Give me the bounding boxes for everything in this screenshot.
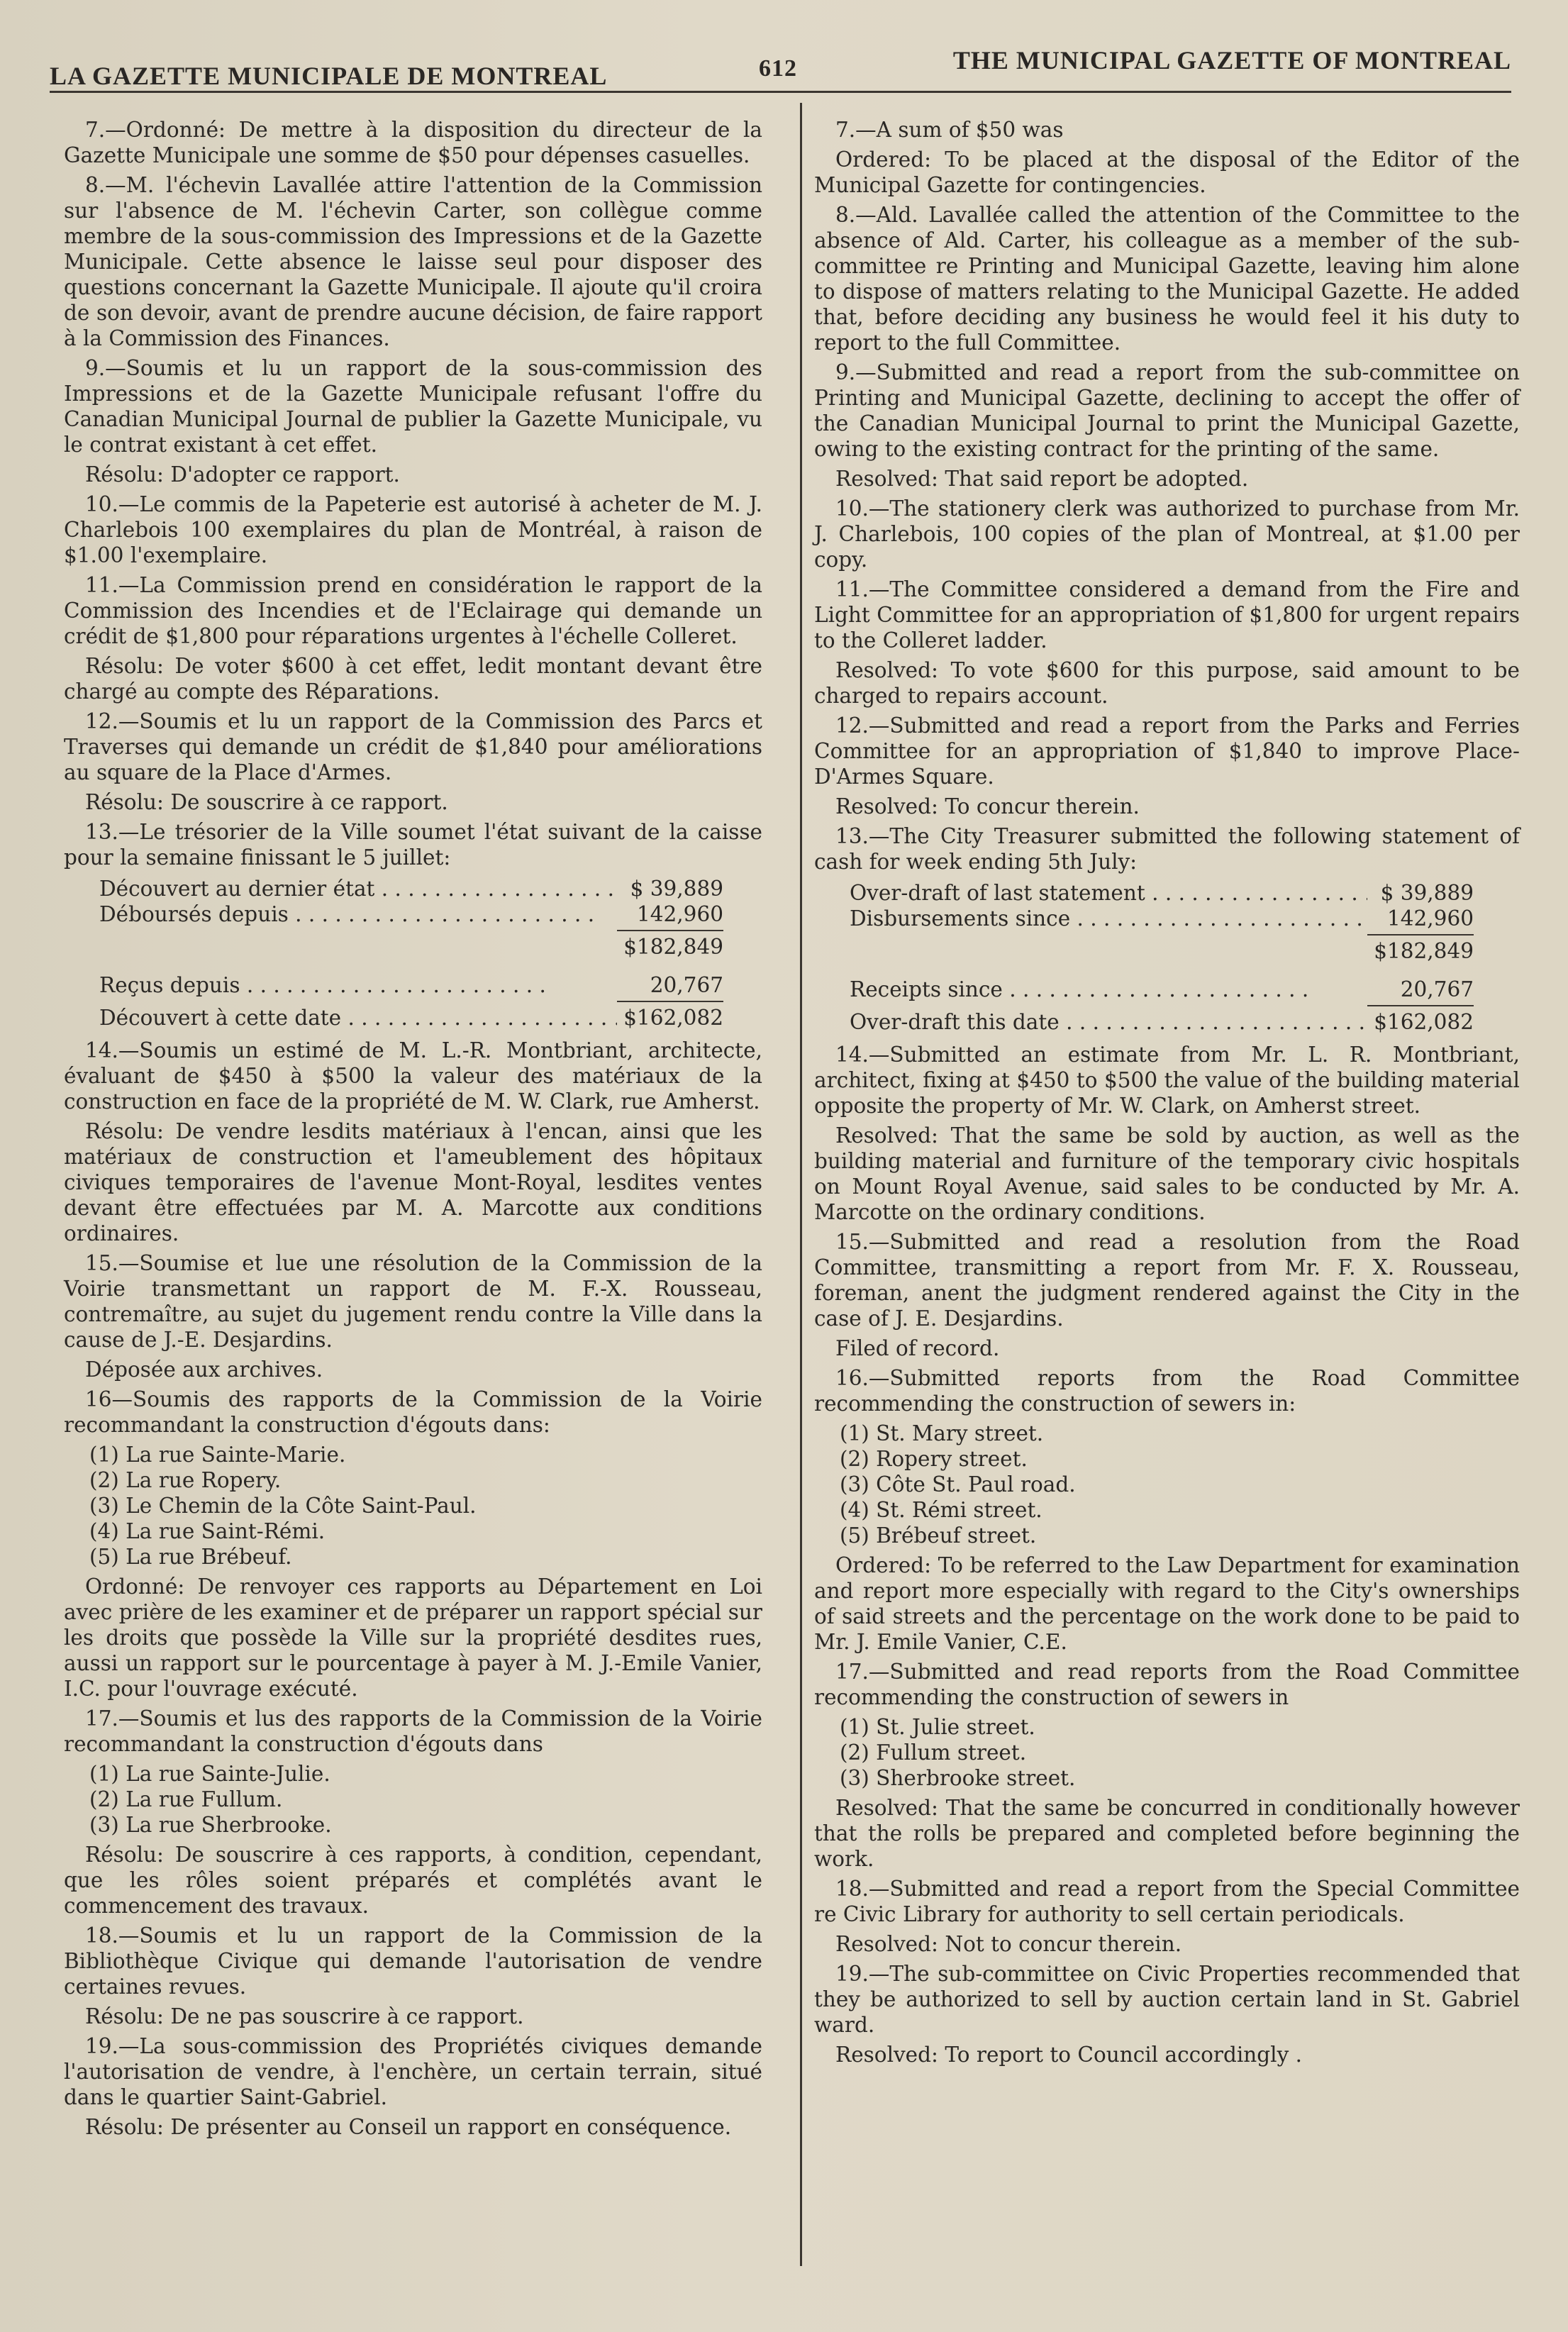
en-item-14-resolution: Resolved: That the same be sold by auction, as well as the building material and furniture of the temporary civic hospitals on Mount Royal Avenue, said sales to be conducted by Mr. A. Marcotte on the ordinary conditions. <box>814 1123 1520 1224</box>
list-item: (5) La rue Brébeuf. <box>89 1545 292 1569</box>
fr-item-16: 16—Soumis des rapports de la Commission de la Voirie recommandant la construction d'égouts dans: <box>64 1387 762 1437</box>
fr-stmt-row-final <box>99 1005 723 1031</box>
en-item-16-resolution: Ordered: To be referred to the Law Department for examination and report more especially with regard to the City's ownerships of said streets and the percentage on the work done to be paid to Mr. J. Emile Vanier, C.E. <box>814 1553 1520 1654</box>
en-item-12-resolution: Resolved: To concur therein. <box>835 794 1140 818</box>
fr-item-13: 13.—Le trésorier de la Ville soumet l'état suivant de la caisse pour la semaine finissant le 5 juillet: <box>64 820 762 870</box>
list-item: (3) Le Chemin de la Côte Saint-Paul. <box>89 1494 477 1518</box>
en-item-9-resolution: Resolved: That said report be adopted. <box>835 467 1249 491</box>
en-item-19-resolution: Resolved: To report to Council accordingly . <box>835 2043 1303 2067</box>
list-item: (3) Côte St. Paul road. <box>840 1472 1076 1497</box>
en-item-19: 19.—The sub-committee on Civic Properties recommended that they be authorized to sell by auction certain land in St. Gabriel ward. <box>814 1962 1520 2037</box>
fr-item-17-list <box>89 1761 762 1838</box>
list-item: (3) Sherbrooke street. <box>840 1766 1076 1790</box>
en-item-8: 8.—Ald. Lavallée called the attention of the Committee to the absence of Ald. Carter, his colleague as a member of the sub-committee re Printing and Municipal Gazette, leaving him alone to dispose of matters relating to the Municipal Gazette. He added that, before deciding any business he would feel it his duty to report to the full Committee. <box>814 203 1520 355</box>
en-stmt-label: Over-draft of last statement . . . <box>850 880 1367 906</box>
fr-stmt-label: Déboursés depuis . . . <box>99 901 617 927</box>
fr-stmt-label: Reçus depuis . . . <box>99 972 617 998</box>
list-item: (4) St. Rémi street. <box>840 1498 1042 1522</box>
fr-item-14-resolution: Résolu: De vendre lesdits matériaux à l'encan, ainsi que les matériaux de construction et l'ameublement des hôpitaux civiques temporaires de l'avenue Mont-Royal, lesdites ventes devant être effectuées par M. A. Marcotte aux conditions ordinaires. <box>64 1119 762 1245</box>
list-item: (2) Ropery street. <box>840 1447 1028 1471</box>
en-item-16: 16.—Submitted reports from the Road Committee recommending the construction of sewers in: <box>814 1366 1520 1416</box>
en-stmt-label: Receipts since . . . <box>850 977 1367 1002</box>
en-item-16-list <box>840 1421 1520 1548</box>
list-item: (2) La rue Ropery. <box>89 1468 282 1492</box>
en-cash-statement <box>850 880 1474 1035</box>
en-item-10: 10.—The stationery clerk was authorized to purchase from Mr. J. Charlebois, 100 copies of the plan of Montreal, at $1.00 per copy. <box>814 496 1520 572</box>
page-number: 612 <box>759 55 797 82</box>
list-item: (3) La rue Sherbrooke. <box>89 1813 332 1837</box>
en-stmt-row-disbursements <box>850 906 1474 931</box>
en-stmt-rule <box>1367 1005 1474 1006</box>
en-item-11-resolution: Resolved: To vote $600 for this purpose, said amount to be charged to repairs account. <box>814 658 1520 708</box>
fr-stmt-row-disbursements <box>99 901 723 927</box>
en-item-18-resolution: Resolved: Not to concur therein. <box>835 1932 1182 1956</box>
fr-item-10: 10.—Le commis de la Papeterie est autorisé à acheter de M. J. Charlebois 100 exemplaires du plan de Montréal, à raison de $1.00 l'exemplaire. <box>64 492 762 567</box>
en-stmt-rule <box>1367 934 1474 935</box>
en-item-12: 12.—Submitted and read a report from the Parks and Ferries Committee for an appropriation of $1,840 to improve Place-D'Armes Square. <box>814 714 1520 789</box>
en-stmt-value: 142,960 <box>1387 906 1474 931</box>
list-item: (1) La rue Sainte-Julie. <box>89 1762 330 1786</box>
fr-item-15-resolution: Déposée aux archives. <box>85 1357 323 1382</box>
list-item: (1) La rue Sainte-Marie. <box>89 1443 346 1467</box>
fr-item-18-resolution: Résolu: De ne pas souscrire à ce rapport. <box>85 2004 524 2028</box>
page-header <box>50 41 1511 91</box>
en-item-7: 7.—A sum of $50 was <box>835 118 1064 142</box>
fr-item-11: 11.—La Commission prend en considération le rapport de la Commission des Incendies et de l'Eclairage qui demande un crédit de $1,800 pour réparations urgentes à l'échelle Colleret. <box>64 573 762 648</box>
fr-item-9: 9.—Soumis et lu un rapport de la sous-commission des Impressions et de la Gazette Municipale refusant l'offre du Canadian Municipal Journal de publier la Gazette Municipale, vu le contrat existant à cet effet. <box>64 356 762 457</box>
list-item: (2) Fullum street. <box>840 1740 1027 1765</box>
fr-item-7: 7.—Ordonné: De mettre à la disposition du directeur de la Gazette Municipale une somme de $50 pour dépenses casuelles. <box>64 118 762 167</box>
en-stmt-label: Over-draft this date . . . <box>850 1009 1367 1035</box>
fr-stmt-row-subtotal <box>99 934 723 960</box>
fr-stmt-subtotal: $182,849 <box>623 935 723 959</box>
fr-item-17-resolution: Résolu: De souscrire à ces rapports, à condition, cependant, que les rôles soient préparés et complétés avant le commencement des travaux. <box>64 1843 762 1918</box>
fr-stmt-value: $162,082 <box>623 1006 723 1030</box>
fr-stmt-value: 20,767 <box>650 973 723 997</box>
en-item-17: 17.—Submitted and read reports from the Road Committee recommending the construction of sewers in <box>814 1660 1520 1709</box>
fr-item-16-list <box>89 1442 762 1570</box>
fr-item-19-resolution: Résolu: De présenter au Conseil un rapport en conséquence. <box>85 2115 732 2139</box>
fr-item-17: 17.—Soumis et lus des rapports de la Commission de la Voirie recommandant la construction d'égouts dans <box>64 1706 762 1756</box>
fr-stmt-label: Découvert au dernier état . . . <box>99 876 617 901</box>
en-item-7-resolution: Ordered: To be placed at the disposal of the Editor of the Municipal Gazette for contingencies. <box>814 148 1520 197</box>
list-item: (4) La rue Saint-Rémi. <box>89 1519 326 1543</box>
en-stmt-row-final <box>850 1009 1474 1035</box>
en-item-15-resolution: Filed of record. <box>835 1336 1000 1360</box>
fr-cash-statement <box>99 876 723 1031</box>
en-item-18: 18.—Submitted and read a report from the Special Committee re Civic Library for authority to sell certain periodicals. <box>814 1877 1520 1926</box>
fr-stmt-value: 142,960 <box>637 902 723 926</box>
list-item: (1) St. Mary street. <box>840 1421 1044 1445</box>
column-divider <box>800 103 802 2266</box>
en-stmt-subtotal: $182,849 <box>1374 939 1474 963</box>
en-stmt-row-receipts <box>850 977 1474 1002</box>
fr-stmt-value: $ 39,889 <box>630 877 723 901</box>
header-rule <box>50 91 1511 93</box>
french-masthead: LA GAZETTE MUNICIPALE DE MONTREAL <box>50 62 608 90</box>
en-stmt-row-subtotal <box>850 938 1474 964</box>
fr-item-9-resolution: Résolu: D'adopter ce rapport. <box>85 462 400 487</box>
fr-stmt-rule <box>617 1001 723 1002</box>
list-item: (2) La rue Fullum. <box>89 1787 283 1811</box>
en-item-9: 9.—Submitted and read a report from the sub-committee on Printing and Municipal Gazette, declining to accept the offer of the Canadian Municipal Journal to print the Municipal Gazette, owing to the existing contract for the printing of the same. <box>814 360 1520 461</box>
en-item-17-resolution: Resolved: That the same be concurred in conditionally however that the rolls be prepared and completed before beginning the work. <box>814 1796 1520 1871</box>
fr-item-18: 18.—Soumis et lu un rapport de la Commission de la Bibliothèque Civique qui demande l'autorisation de vendre certaines revues. <box>64 1923 762 1999</box>
fr-item-16-resolution: Ordonné: De renvoyer ces rapports au Département en Loi avec prière de les examiner et de préparer un rapport spécial sur les droits que possède la Ville sur la propriété desdites rues, aussi un rapport sur le pourcentage à payer à M. J.-Emile Vanier, I.C. pour l'ouvrage exécuté. <box>64 1575 762 1701</box>
en-item-15: 15.—Submitted and read a resolution from the Road Committee, transmitting a report from Mr. F. X. Rousseau, foreman, anent the judgment rendered against the City in the case of J. E. Desjardins. <box>814 1230 1520 1331</box>
french-column <box>64 117 762 2144</box>
fr-stmt-row-receipts <box>99 972 723 998</box>
fr-item-12-resolution: Résolu: De souscrire à ce rapport. <box>85 790 448 814</box>
en-item-13: 13.—The City Treasurer submitted the following statement of cash for week ending 5th July: <box>814 824 1520 874</box>
en-stmt-value: $ 39,889 <box>1380 881 1474 905</box>
en-stmt-row-overdraft <box>850 880 1474 906</box>
fr-item-11-resolution: Résolu: De voter $600 à cet effet, ledit montant devant être chargé au compte des Réparations. <box>64 654 762 704</box>
fr-item-15: 15.—Soumise et lue une résolution de la Commission de la Voirie transmettant un rapport de M. F.-X. Rousseau, contremaître, au sujet du jugement rendu contre la Ville dans la cause de J.-E. Desjardins. <box>64 1251 762 1352</box>
fr-stmt-label: Découvert à cette date . . . <box>99 1005 617 1031</box>
fr-item-14: 14.—Soumis un estimé de M. L.-R. Montbriant, architecte, évaluant de $450 à $500 la valeur des matériaux de la construction en face de la propriété de M. W. Clark, rue Amherst. <box>64 1038 762 1114</box>
fr-item-12: 12.—Soumis et lu un rapport de la Commission des Parcs et Traverses qui demande un crédit de $1,840 pour améliorations au square de la Place d'Armes. <box>64 709 762 784</box>
en-stmt-value: $162,082 <box>1374 1010 1474 1034</box>
english-masthead: THE MUNICIPAL GAZETTE OF MONTREAL <box>952 46 1511 74</box>
list-item: (1) St. Julie street. <box>840 1715 1035 1739</box>
fr-item-8: 8.—M. l'échevin Lavallée attire l'attention de la Commission sur l'absence de M. l'échevin Carter, son collègue comme membre de la sous-commission des Impressions et de la Gazette Municipale. Cette absence le laisse seul pour disposer des questions concernant la Gazette Municipale. Il ajoute qu'il croira de son devoir, avant de prendre aucune décision, de faire rapport à la Commission des Finances. <box>64 173 762 350</box>
fr-stmt-rule <box>617 930 723 931</box>
fr-stmt-row-overdraft <box>99 876 723 901</box>
list-item: (5) Brébeuf street. <box>840 1523 1037 1548</box>
en-item-14: 14.—Submitted an estimate from Mr. L. R. Montbriant, architect, fixing at $450 to $500 the value of the building material opposite the property of Mr. W. Clark, on Amherst street. <box>814 1043 1520 1118</box>
en-item-17-list <box>840 1714 1520 1791</box>
english-column <box>814 117 1520 2072</box>
fr-item-19: 19.—La sous-commission des Propriétés civiques demande l'autorisation de vendre, à l'enchère, un certain terrain, situé dans le quartier Saint-Gabriel. <box>64 2034 762 2109</box>
en-item-11: 11.—The Committee considered a demand from the Fire and Light Committee for an appropriation of $1,800 for urgent repairs to the Colleret ladder. <box>814 577 1520 653</box>
en-stmt-value: 20,767 <box>1400 977 1474 1001</box>
en-stmt-label: Disbursements since . . . <box>850 906 1367 931</box>
